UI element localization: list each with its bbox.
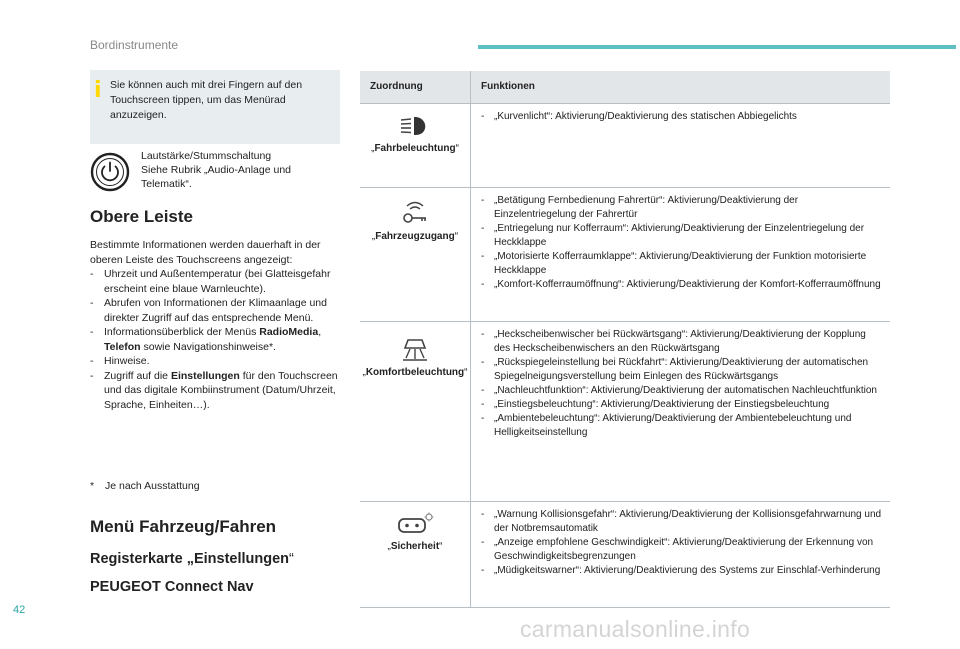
list-item: - Zugriff auf die Einstellungen für den Touchscreen und das digitale Kombiinstrument (Datum/Uhrzeit, Sprache, Einheiten…).: [90, 369, 345, 413]
list-item: - Hinweise.: [90, 354, 345, 369]
list-item: - „Betätigung Fernbedienung Fahrertür“: Aktivierung/Deaktivierung der Einzelentriegelung der Fahrertür: [479, 194, 882, 222]
column-header-funktionen: Funktionen: [471, 71, 891, 104]
comfort-light-icon: [398, 336, 432, 362]
power-icon: [90, 152, 130, 192]
list-item: - „Nachleuchtfunktion“: Aktivierung/Deaktivierung der automatischen Nachleuchtfunktion: [479, 384, 882, 398]
section-title: Bordinstrumente: [90, 38, 179, 52]
intro-paragraph: Bestimmte Informationen werden dauerhaft in der oberen Leiste des Touchscreens angezeigt:: [90, 239, 321, 266]
heading-obere-leiste: Obere Leiste: [90, 207, 193, 226]
list-item: - „Motorisierte Kofferraumklappe“: Aktivierung/Deaktivierung der Funktion motorisierte Heckklappe: [479, 250, 882, 278]
functions-cell: [471, 322, 891, 502]
heading-registerkarte: Registerkarte „Einstellungen“: [90, 551, 294, 567]
remote-key-icon: [398, 198, 432, 226]
functions-cell: [471, 104, 891, 188]
header-accent-bar: [478, 45, 956, 49]
headlight-icon: [398, 114, 432, 138]
heading-peugeot-connect-nav: PEUGEOT Connect Nav: [90, 579, 254, 595]
footnote-star: *: [90, 480, 95, 492]
list-item: - „Ambientebeleuchtung“: Aktivierung/Deaktivierung der Ambientebeleuchtung und Helligkeitseinstellung: [479, 412, 882, 440]
list-item: - „Müdigkeitswarner“: Aktivierung/Deaktivierung des Systems zur Einschlaf-Verhinderung: [479, 564, 882, 578]
functions-table: [360, 71, 890, 608]
column-header-zuordnung: Zuordnung: [360, 71, 471, 104]
list-item: - „Kurvenlicht“: Aktivierung/Deaktivierung des statischen Abbiegelichts: [479, 110, 882, 124]
page-number: 42: [13, 604, 26, 616]
list-item: - „Warnung Kollisionsgefahr“: Aktivierung/Deaktivierung der Kollisionsgefahrwarnung und der Notbremsautomatik: [479, 508, 882, 536]
list-item: - Informationsüberblick der Menüs RadioMedia, Telefon sowie Navigationshinweise*.: [90, 325, 345, 354]
obere-leiste-list: [90, 267, 345, 412]
assignment-label: „Komfortbeleuchtung“: [362, 367, 468, 378]
list-item: - „Entriegelung nur Kofferraum“: Aktivierung/Deaktivierung der Einzelentriegelung der Heckklappe: [479, 222, 882, 250]
assignment-label: „Sicherheit“: [387, 541, 443, 552]
obere-leiste-text: [90, 238, 345, 412]
power-description: [141, 149, 341, 191]
info-note-text: Sie können auch mit drei Fingern auf den Touchscreen tippen, um das Menürad anzuzeigen.: [110, 79, 303, 121]
safety-car-icon: [395, 512, 435, 536]
list-item: - Uhrzeit und Außentemperatur (bei Glatteisgefahr erscheint eine blaue Warnleuchte).: [90, 267, 345, 296]
assignment-cell: [360, 502, 471, 608]
footnote-text: Je nach Ausstattung: [105, 480, 200, 492]
list-item: - Abrufen von Informationen der Klimaanlage und direkter Zugriff auf das entsprechende Menü.: [90, 296, 345, 325]
assignment-label: „Fahrbeleuchtung“: [371, 143, 459, 154]
info-note: [90, 70, 340, 144]
table-header-row: [360, 71, 890, 104]
list-item: - „Einstiegsbeleuchtung“: Aktivierung/Deaktivierung der Einstiegsbeleuchtung: [479, 398, 882, 412]
assignment-cell: [360, 188, 471, 322]
table-row: [360, 104, 890, 188]
list-item: - „Komfort-Kofferraumöffnung“: Aktivierung/Deaktivierung der Komfort-Kofferraumöffnung: [479, 278, 882, 292]
power-line: Siehe Rubrik „Audio-Anlage und Telematik“.: [141, 164, 292, 190]
table-row: [360, 502, 890, 608]
functions-cell: [471, 502, 891, 608]
list-item: - „Heckscheibenwischer bei Rückwärtsgang“: Aktivierung/Deaktivierung der Kopplung des Heckscheibenwischers an den Rückwärtsgang: [479, 328, 882, 356]
list-item: - „Rückspiegeleinstellung bei Rückfahrt“: Aktivierung/Deaktivierung der automatischen Spiegelneigungsverstellung beim Einlegen des Rückwärtsgangs: [479, 356, 882, 384]
assignment-label: „Fahrzeugzugang“: [371, 231, 459, 242]
heading-menu-fahrzeug: Menü Fahrzeug/Fahren: [90, 517, 277, 536]
assignment-cell: [360, 104, 471, 188]
assignment-cell: [360, 322, 471, 502]
table-row: [360, 322, 890, 502]
watermark: carmanualsonline.info: [520, 616, 751, 642]
functions-cell: [471, 188, 891, 322]
list-item: - „Anzeige empfohlene Geschwindigkeit“: Aktivierung/Deaktivierung der Erkennung von Geschwindigkeitsbegrenzungen: [479, 536, 882, 564]
power-line: Lautstärke/Stummschaltung: [141, 150, 272, 162]
table-row: [360, 188, 890, 322]
info-icon: i: [94, 78, 102, 103]
